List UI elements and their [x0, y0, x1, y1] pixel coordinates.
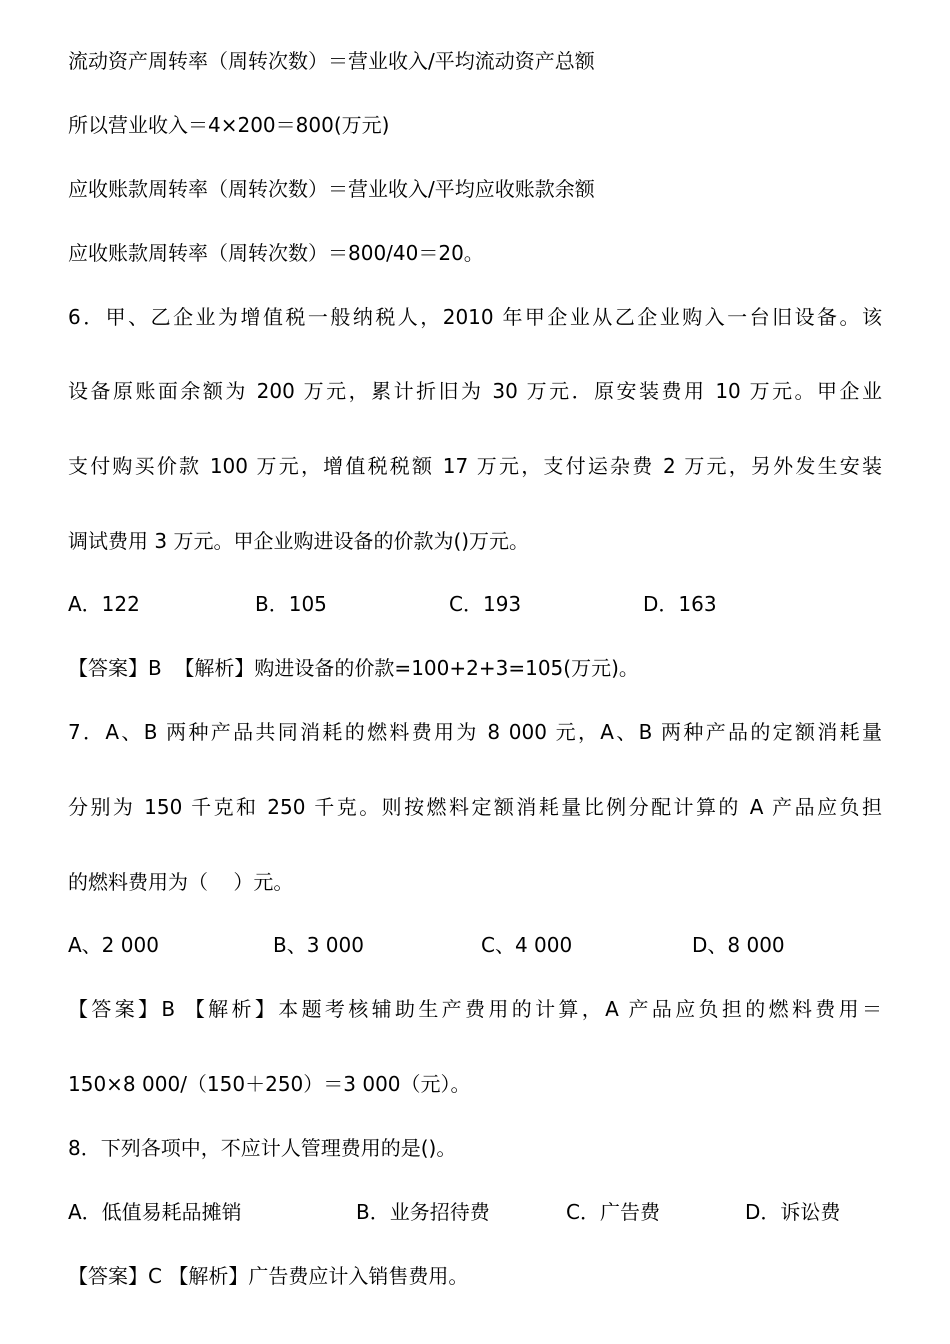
q6-text-line-4: 调试费用 3 万元。甲企业购进设备的价款为()万元。 [68, 529, 530, 553]
q6-text-line-2: 设备原账面余额为 200 万元，累计折旧为 30 万元．原安装费用 10 万元。甲企业 [68, 379, 882, 403]
q7-answer-line-2: 150×8 000/（150＋250）＝3 000（元）。 [68, 1072, 471, 1096]
q6-text-line-1: 6．甲、乙企业为增值税一般纳税人，2010 年甲企业从乙企业购入一台旧设备。该 [68, 305, 882, 329]
q6-option-a: A．122 [68, 592, 140, 616]
solution-line-4: 应收账款周转率（周转次数）＝800/40＝20。 [68, 241, 484, 265]
q7-text-line-3: 的燃料费用为（ ）元。 [68, 870, 294, 894]
q8-answer: 【答案】C 【解析】广告费应计入销售费用。 [68, 1264, 469, 1288]
q6-option-d: D．163 [643, 592, 717, 616]
q7-text-line-2: 分别为 150 千克和 250 千克。则按燃料定额消耗量比例分配计算的 A 产品应负担 [68, 795, 882, 819]
solution-line-3: 应收账款周转率（周转次数）＝营业收入/平均应收账款余额 [68, 177, 595, 201]
q7-option-d: D、8 000 [692, 933, 785, 957]
q6-text-line-3: 支付购买价款 100 万元，增值税税额 17 万元，支付运杂费 2 万元，另外发生安装 [68, 454, 882, 478]
q8-question: 8．下列各项中，不应计人管理费用的是()。 [68, 1136, 457, 1160]
solution-line-2: 所以营业收入＝4×200＝800(万元) [68, 113, 390, 137]
q6-option-c: C．193 [449, 592, 522, 616]
q6-option-b: B．105 [255, 592, 327, 616]
q8-option-b: B．业务招待费 [356, 1200, 490, 1224]
q7-option-c: C、4 000 [481, 933, 573, 957]
q7-answer-line-1: 【答案】B 【解析】本题考核辅助生产费用的计算，A 产品应负担的燃料费用＝ [68, 997, 882, 1021]
solution-line-1: 流动资产周转率（周转次数）＝营业收入/平均流动资产总额 [68, 49, 595, 73]
q7-text-line-1: 7．A、B 两种产品共同消耗的燃料费用为 8 000 元，A、B 两种产品的定额消耗量 [68, 720, 882, 744]
q8-option-a: A．低值易耗品摊销 [68, 1200, 242, 1224]
q7-option-b: B、3 000 [273, 933, 364, 957]
q6-answer: 【答案】B 【解析】购进设备的价款=100+2+3=105(万元)。 [68, 656, 639, 680]
q8-option-c: C．广告费 [566, 1200, 660, 1224]
q8-option-d: D．诉讼费 [745, 1200, 841, 1224]
q7-option-a: A、2 000 [68, 933, 159, 957]
